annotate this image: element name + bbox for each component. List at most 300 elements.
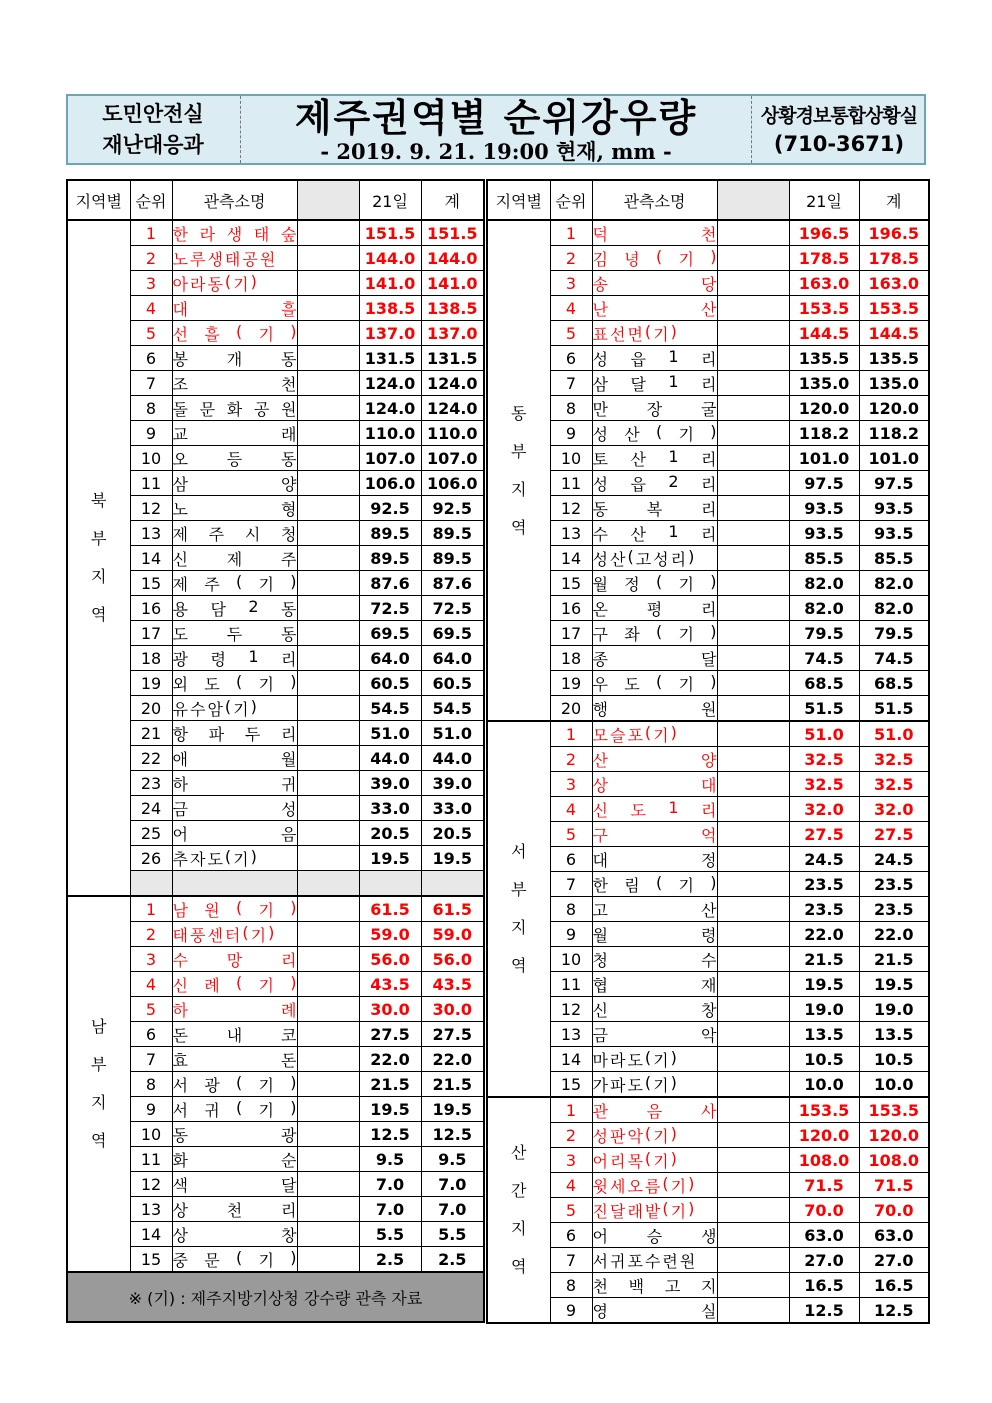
station-name-text [593,1249,717,1272]
table-row [487,471,929,496]
station-name [592,997,717,1022]
station-name-char: 리 [701,524,717,544]
total-rainfall: 135.0 [859,371,929,396]
rank-cell: 12 [550,496,592,521]
blank-cell [717,772,789,797]
station-name-char: 도 [172,624,188,644]
station-name-char: ) [710,671,717,691]
station-name-char: 천 [226,1200,243,1220]
station-name-char: ( [644,1123,652,1143]
station-name-char: 기 [678,574,694,594]
station-name-char: ) [710,621,717,641]
station-name-text [593,923,717,946]
station-name-char: ) [250,271,257,291]
station-name-text [593,848,717,871]
total-rainfall: 71.5 [859,1173,929,1198]
station-name-char: 성 [281,799,297,819]
station-name-char: 우 [592,674,608,694]
blank-cell [297,1222,359,1247]
station-name [592,471,717,496]
station-name-char: 2 [668,471,679,491]
station-name-char: 기 [653,324,669,344]
station-name-char: 재 [701,975,717,995]
station-name-char: 귀 [609,1251,626,1271]
station-name-char: 창 [281,1225,297,1245]
rank-cell: 10 [550,446,592,471]
station-name-char: 원 [204,900,220,920]
station-name-char: ( [224,271,232,291]
table-row [67,596,484,621]
table-row [487,596,929,621]
day-rainfall: 69.5 [359,621,421,646]
station-name [592,371,717,396]
blank-cell [717,972,789,997]
station-name [592,897,717,922]
blank-cell [717,1198,789,1223]
station-name-text [593,597,717,620]
station-name-char: 동 [281,624,297,644]
blank-cell [297,346,359,371]
right-table-body [487,220,929,1323]
station-name [172,571,297,596]
total-rainfall: 21.5 [859,947,929,972]
station-name-text [173,372,297,395]
total-rainfall: 10.5 [859,1047,929,1072]
station-name-char: 김 [592,249,608,269]
col-station: 관측소명 [172,180,297,220]
station-name [592,396,717,421]
station-name-char: 기 [258,1250,274,1270]
day-rainfall: 23.5 [789,897,859,922]
table-row [487,621,929,646]
blank-cell [717,1097,789,1123]
station-name [592,346,717,371]
blank-cell [717,1072,789,1098]
station-name-char: 수 [644,1251,661,1271]
rank-cell: 26 [130,846,172,871]
station-name [172,296,297,321]
station-name-text [173,697,297,720]
station-name-char: 한 [592,875,608,895]
station-name-char: 상 [592,775,608,795]
station-name-char: ( [235,897,243,917]
station-name [592,1223,717,1248]
blank-cell [297,972,359,997]
blank-cell [297,596,359,621]
station-name [172,1222,297,1247]
table-row [487,1022,929,1047]
blank-cell [717,1248,789,1273]
total-rainfall: 63.0 [859,1223,929,1248]
station-name [592,1148,717,1173]
station-name-text [173,397,297,420]
station-name-char: 아 [172,274,188,294]
total-rainfall: 92.5 [421,496,484,521]
blank-cell [717,1173,789,1198]
station-name-text [173,572,297,595]
station-name-char: 리 [701,449,717,469]
day-rainfall: 93.5 [789,521,859,546]
total-rainfall: 60.5 [421,671,484,696]
day-rainfall: 74.5 [789,646,859,671]
station-name-char: 면 [627,324,643,344]
right-rainfall-table [486,179,930,1324]
station-name-text [173,322,297,345]
station-name [592,947,717,972]
station-name-char: 복 [646,499,663,519]
station-name-char: 1 [668,346,679,366]
table-row [487,1123,929,1148]
station-name-char: 음 [646,1101,663,1121]
rank-cell: 21 [130,721,172,746]
day-rainfall: 23.5 [789,872,859,897]
station-name-char: 서 [172,1100,188,1120]
station-name-char: 리 [281,950,297,970]
rank-cell: 5 [550,822,592,847]
station-name [172,771,297,796]
table-row [487,220,929,246]
day-rainfall: 12.5 [359,1122,421,1147]
blank-cell [717,797,789,822]
station-name-char: 양 [701,750,717,770]
station-name-char: ) [670,1072,677,1092]
blank-cell [717,721,789,747]
station-name-char: 원 [281,399,297,419]
station-name-text [173,347,297,370]
station-name-char: ) [250,846,257,866]
day-rainfall: 19.5 [359,846,421,871]
station-name-text [593,1124,717,1147]
day-rainfall: 92.5 [359,496,421,521]
station-name-char: 래 [627,1201,643,1221]
station-name-text [593,973,717,996]
day-rainfall: 79.5 [789,621,859,646]
station-name [592,1123,717,1148]
rank-cell: 16 [130,596,172,621]
blank-cell [297,1197,359,1222]
station-name-char: 진 [592,1201,608,1221]
station-name-char: 밭 [644,1201,661,1221]
blank-cell [717,872,789,897]
station-name [592,822,717,847]
station-name-char: 구 [592,624,608,644]
station-name-char: 대 [592,850,608,870]
region-label-west [487,721,550,1097]
blank-cell [717,1148,789,1173]
station-name [592,1047,717,1072]
rank-cell: 9 [550,922,592,947]
station-name-char: 삼 [172,474,188,494]
station-name-char: 내 [226,1025,243,1045]
station-name-char: 리 [701,349,717,369]
station-name [592,747,717,772]
table-row [487,321,929,346]
left-rainfall-table [66,179,485,1323]
station-name-char: 월 [592,574,608,594]
station-name-char: 제 [172,524,188,544]
station-name-char: 금 [172,799,188,819]
total-rainfall: 137.0 [421,321,484,346]
station-name [172,321,297,346]
day-rainfall: 124.0 [359,371,421,396]
total-rainfall: 163.0 [859,271,929,296]
blank-cell [717,596,789,621]
station-name-char: 기 [258,674,274,694]
station-name-text [593,422,717,445]
region-char: 부 [91,529,107,548]
station-name [172,271,297,296]
station-name-char: ( [655,246,663,266]
station-name-char: 어 [592,1151,608,1171]
total-rainfall: 153.5 [859,296,929,321]
table-header-row [67,180,484,220]
station-name-char: 망 [226,950,243,970]
day-rainfall: 61.5 [359,896,421,922]
day-rainfall: 20.5 [359,821,421,846]
rank-cell: 5 [130,321,172,346]
report-header [66,94,926,165]
station-name-char: 제 [226,549,243,569]
table-row [487,872,929,897]
rank-cell: 11 [130,1147,172,1172]
station-name-text [593,873,717,896]
rank-cell: 10 [550,947,592,972]
station-name-char: 봉 [172,349,188,369]
rank-cell: 11 [550,972,592,997]
rank-cell: 1 [130,896,172,922]
station-name-char: ( [644,1072,652,1092]
table-row [487,446,929,471]
station-name-text [173,1223,297,1246]
blank-cell [297,471,359,496]
rank-cell: 6 [550,847,592,872]
region-label-mountain [487,1097,550,1323]
day-rainfall: 87.6 [359,571,421,596]
station-name-char: 리 [670,549,687,569]
rank-cell: 17 [550,621,592,646]
total-rainfall: 61.5 [421,896,484,922]
station-name-char: ( [655,671,663,691]
rank-cell: 4 [130,296,172,321]
day-rainfall: 59.0 [359,922,421,947]
total-rainfall: 20.5 [421,821,484,846]
rank-cell: 12 [130,1172,172,1197]
station-name-char: ( [235,1097,243,1117]
station-name-char: 관 [592,1101,608,1121]
table-row [487,1273,929,1298]
station-name-char: 화 [172,1150,188,1170]
station-name-char: ( [655,421,663,441]
station-name-char: ) [670,1148,677,1168]
blank-cell [297,721,359,746]
rank-cell: 17 [130,621,172,646]
station-name-char: 포 [627,1251,643,1271]
region-char: 지 [91,1093,107,1112]
station-name-char: 굴 [701,399,717,419]
empty-cell [297,871,359,897]
station-name-char: 수 [189,699,206,719]
station-name-text [593,1224,717,1247]
total-rainfall: 33.0 [421,796,484,821]
total-rainfall: 21.5 [421,1072,484,1097]
rank-cell: 20 [130,696,172,721]
station-name-char: 추 [172,849,188,869]
table-row [67,821,484,846]
total-rainfall: 44.0 [421,746,484,771]
blank-cell [717,371,789,396]
station-name-text [173,447,297,470]
total-rainfall: 56.0 [421,947,484,972]
day-rainfall: 108.0 [789,1148,859,1173]
blank-cell [297,271,359,296]
station-name-char: 백 [628,1276,645,1296]
station-name-char: 오 [627,1176,643,1196]
blank-cell [717,1298,789,1324]
region-char: 역 [511,517,527,537]
station-name-char: ( [242,922,249,942]
blank-cell [717,321,789,346]
station-name-char: 리 [281,724,297,744]
station-name-char: 기 [233,274,249,294]
total-rainfall: 22.0 [421,1047,484,1072]
day-rainfall: 32.5 [789,772,859,797]
station-name-char: 름 [644,1176,661,1196]
col-blank [297,180,359,220]
station-name-char: 신 [592,1000,608,1020]
station-name [592,1248,717,1273]
station-name-text [173,847,297,870]
station-name-text [173,222,297,245]
station-name-char: 억 [701,825,717,845]
rank-cell: 11 [550,471,592,496]
rank-cell: 9 [550,421,592,446]
day-rainfall: 131.5 [359,346,421,371]
station-name-text [173,422,297,445]
rank-cell: 6 [550,1223,592,1248]
total-rainfall: 24.5 [859,847,929,872]
station-name-char: 기 [653,725,669,745]
total-rainfall: 196.5 [859,220,929,246]
station-name-text [593,1274,717,1297]
station-name-char: 두 [244,724,261,744]
station-name-char: 코 [281,1025,297,1045]
station-name-char: 색 [172,1175,188,1195]
station-name-char: 공 [253,399,270,419]
table-row [487,271,929,296]
station-name-char: 하 [172,1000,188,1020]
station-name-char: 천 [592,1276,608,1296]
table-row [67,1147,484,1172]
station-name-char: ( [644,1047,652,1067]
station-name-char: 유 [172,699,188,719]
station-name [172,446,297,471]
station-name-text [593,773,717,796]
table-row [67,746,484,771]
table-row [67,396,484,421]
station-name-char: 림 [624,875,640,895]
blank-cell [297,396,359,421]
table-row [67,271,484,296]
station-name-char: 두 [226,624,243,644]
blank-cell [297,521,359,546]
day-rainfall: 56.0 [359,947,421,972]
blank-cell [717,922,789,947]
station-name-char: 광 [281,1125,297,1145]
station-name-text [593,247,717,270]
rank-cell: 4 [550,1173,592,1198]
blank-cell [717,1273,789,1298]
station-name-text [173,1148,297,1171]
day-rainfall: 54.5 [359,696,421,721]
total-rainfall: 124.0 [421,371,484,396]
col-blank [717,180,789,220]
station-name-char: ) [290,1072,297,1092]
rank-cell: 14 [130,1222,172,1247]
rank-cell: 18 [130,646,172,671]
table-row [67,972,484,997]
station-name-text [593,547,717,570]
station-name-char: 만 [592,399,608,419]
day-rainfall: 93.5 [789,496,859,521]
total-rainfall: 93.5 [859,521,929,546]
station-name-char: 등 [226,449,243,469]
station-name-char: 선 [609,324,626,344]
total-rainfall: 144.5 [859,321,929,346]
station-name [172,1197,297,1222]
station-name [592,220,717,246]
station-name-char: 고 [664,1276,681,1296]
total-rainfall: 82.0 [859,571,929,596]
station-name [592,1173,717,1198]
station-name-char: ) [670,722,677,742]
station-name-char: 기 [258,324,274,344]
table-row [487,246,929,271]
blank-cell [717,571,789,596]
rank-cell: 20 [550,696,592,722]
station-name-char: 기 [678,624,694,644]
rank-cell: 14 [550,546,592,571]
station-name-char: 천 [701,224,717,244]
day-rainfall: 89.5 [359,546,421,571]
station-name-char: ( [655,872,663,892]
station-name-char: 광 [204,1075,220,1095]
station-name [592,671,717,696]
rank-cell: 3 [130,947,172,972]
col-station: 관측소명 [592,180,717,220]
station-name [172,696,297,721]
station-name-text [173,597,297,620]
rank-cell: 7 [550,371,592,396]
day-rainfall: 7.0 [359,1197,421,1222]
total-rainfall: 54.5 [421,696,484,721]
day-rainfall: 196.5 [789,220,859,246]
station-name-text [593,1023,717,1046]
empty-cell [421,871,484,897]
rank-cell: 7 [550,872,592,897]
station-name-char: ( [224,696,232,716]
rank-cell: 4 [550,296,592,321]
rank-cell: 18 [550,646,592,671]
station-name [592,421,717,446]
station-name-char: 수 [172,950,188,970]
station-name-text [593,898,717,921]
station-name [592,596,717,621]
blank-cell [297,371,359,396]
station-name-char: 리 [701,800,717,820]
blank-cell [297,1047,359,1072]
station-name [172,1072,297,1097]
total-rainfall: 107.0 [421,446,484,471]
